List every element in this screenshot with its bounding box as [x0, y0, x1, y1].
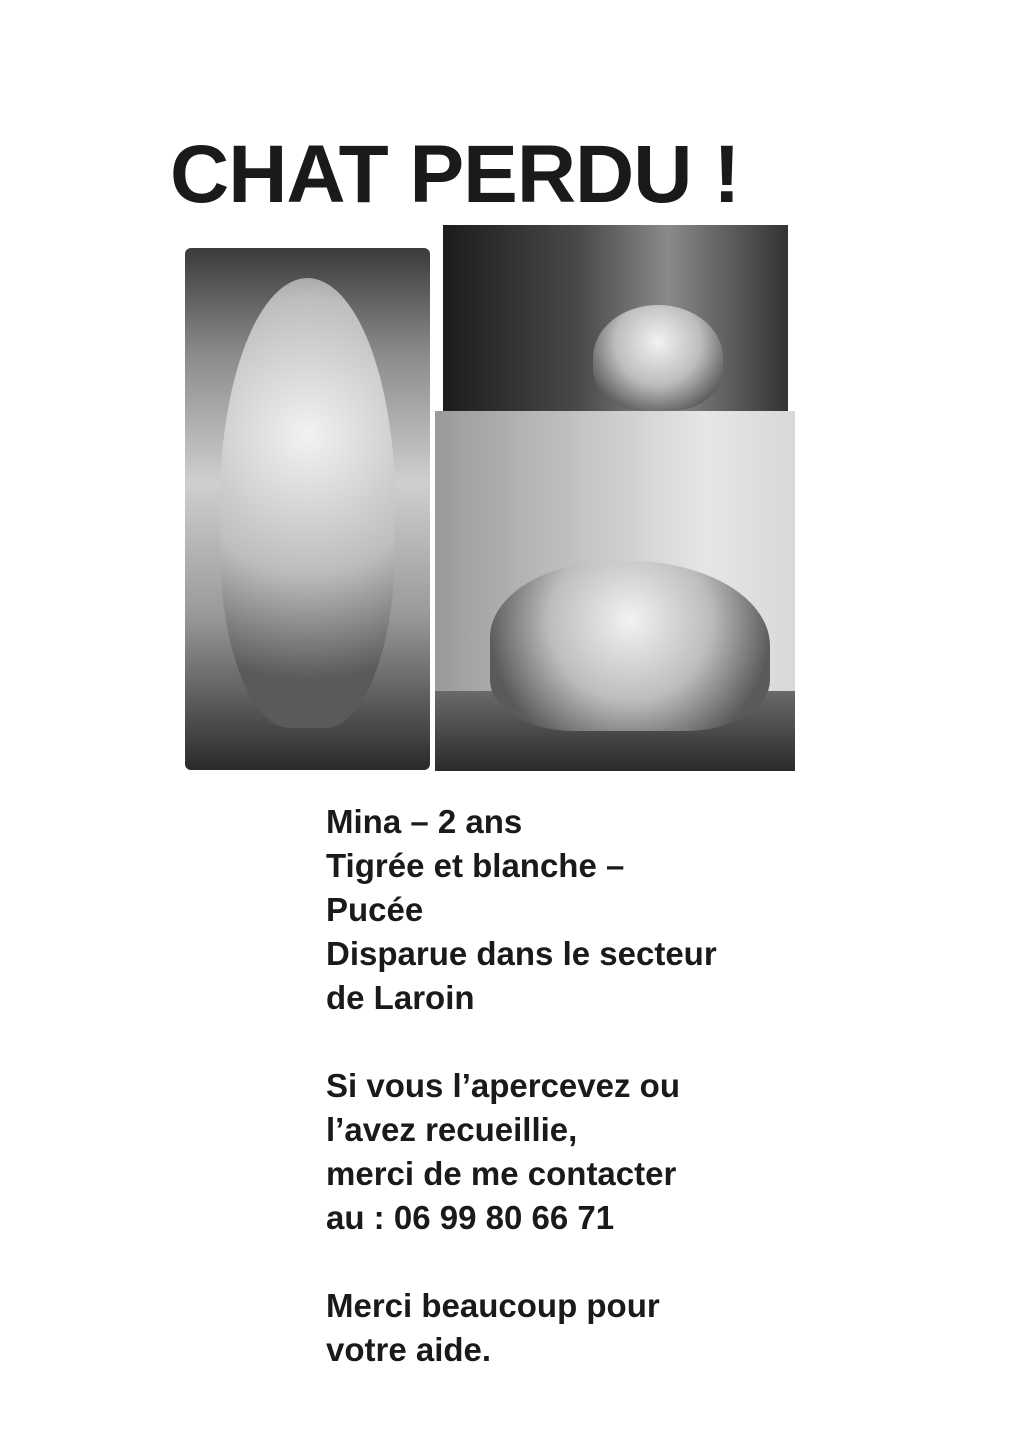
cat-photo-lying [435, 411, 795, 771]
cat-figure [220, 278, 395, 728]
description-line: de Laroin [326, 979, 475, 1016]
cat-figure [593, 305, 723, 411]
contact-line: l’avez recueillie, [326, 1111, 578, 1148]
contact-line: merci de me contacter [326, 1155, 677, 1192]
poster-title: CHAT PERDU ! [170, 129, 740, 220]
thanks-line: votre aide. [326, 1331, 492, 1368]
thanks-line: Merci beaucoup pour [326, 1287, 660, 1324]
description-line: Tigrée et blanche – [326, 847, 625, 884]
description-line: Mina – 2 ans [326, 803, 523, 840]
cat-photo-sitting [185, 248, 430, 770]
description-line: Pucée [326, 891, 424, 928]
contact-phone: au : 06 99 80 66 71 [326, 1199, 615, 1236]
cat-photo-shelf [443, 225, 788, 411]
description-line: Disparue dans le secteur [326, 935, 717, 972]
contact-line: Si vous l’apercevez ou [326, 1067, 680, 1104]
poster-text [326, 800, 826, 1372]
cat-figure [490, 561, 770, 731]
